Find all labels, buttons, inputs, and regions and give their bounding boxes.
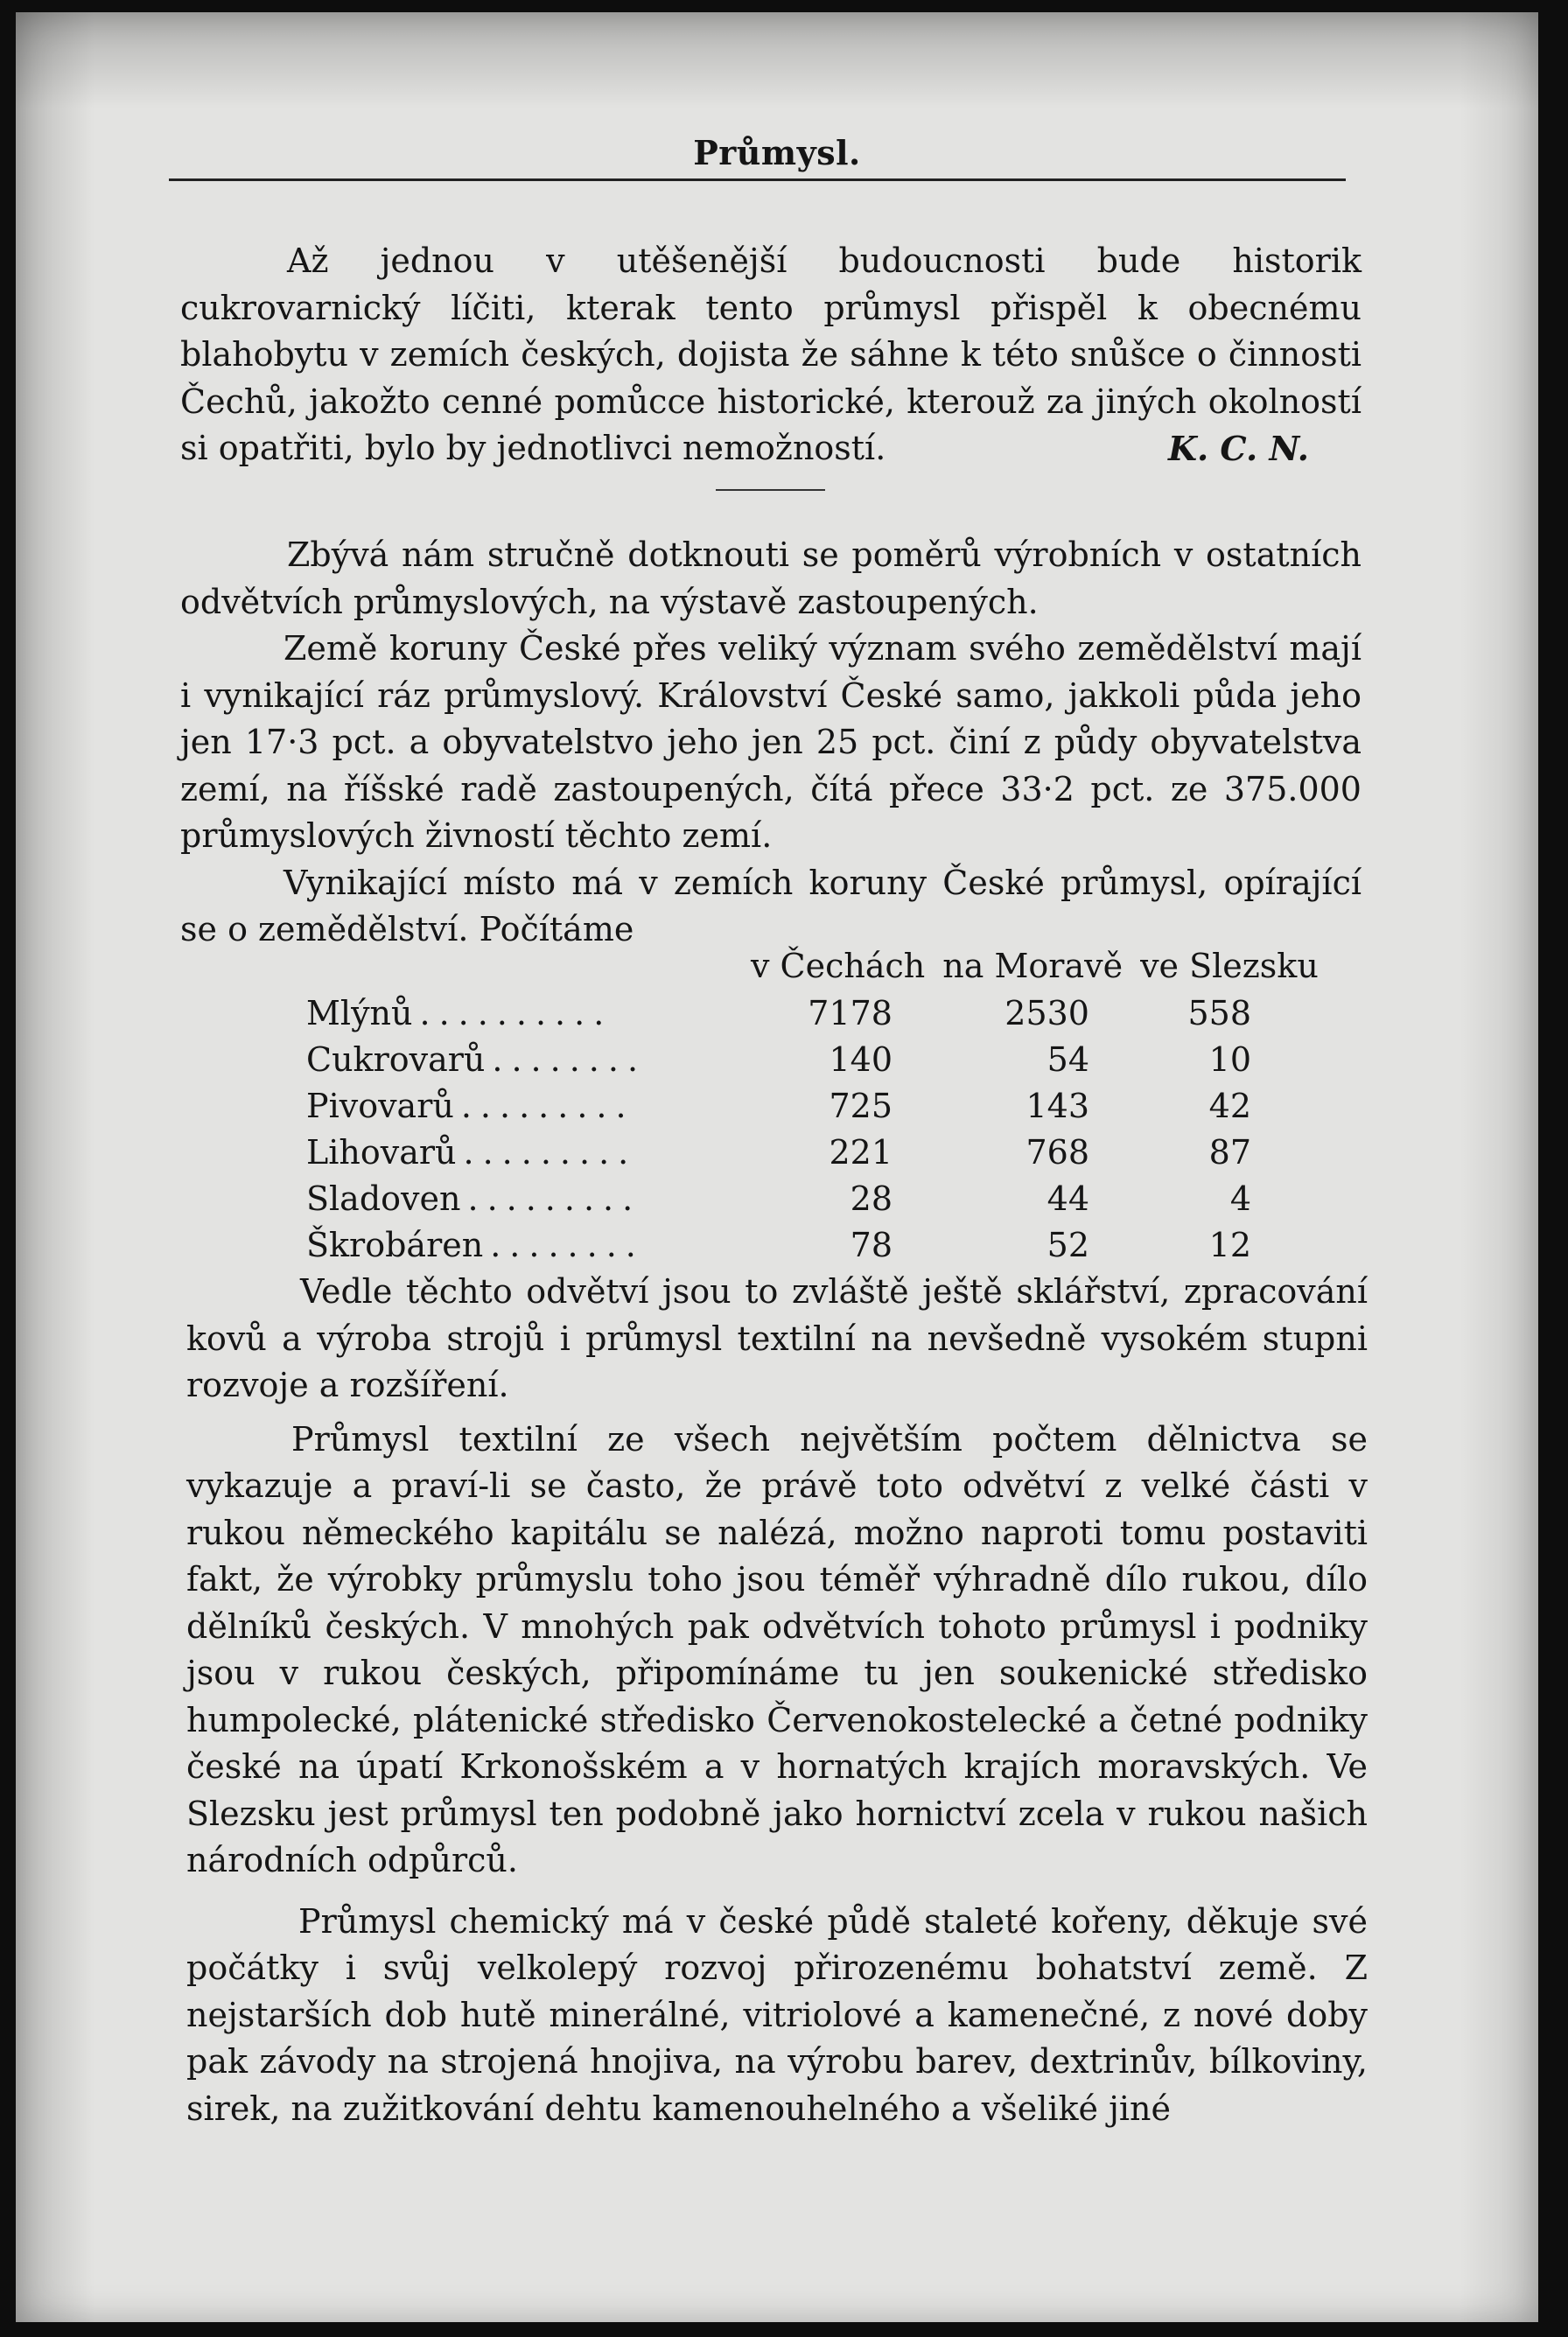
- value-moravia: 54: [1046, 1040, 1089, 1079]
- value-silesia: 42: [1208, 1087, 1251, 1125]
- row-label: Cukrovarů: [306, 1040, 486, 1079]
- table-row: [306, 990, 1269, 1037]
- value-silesia: 558: [1187, 994, 1251, 1032]
- running-head: Průmysl.: [693, 133, 861, 172]
- leader-dots: .........: [467, 1179, 642, 1218]
- paragraph-sugar: [180, 238, 1362, 472]
- value-moravia: 52: [1046, 1226, 1089, 1264]
- row-label: Lihovarů: [306, 1133, 457, 1172]
- paragraph-crown-lands: Země koruny České přes veliký význam svého zemědělství mají i vynikající ráz průmyslový. Království České samo, jakkoli půda jeho jen 17·3 pct. a obyvatelstvo jeho jen 25 pct. činí z půdy obyvatelstva zemí, na říšské radě zastoupených, čítá přece 33·2 pct. ze 375.000 průmyslových živností těchto zemí.: [180, 629, 1362, 855]
- leader-dots: ........: [490, 1226, 645, 1264]
- row-label: Škrobáren: [306, 1226, 484, 1264]
- value-bohemia: 7178: [808, 994, 892, 1032]
- col-moravia: na Moravě: [942, 947, 1124, 985]
- paragraph-sugar-text: Až jednou v utěšenější budoucnosti bude historik cukrovarnický líčiti, kterak tento průmysl přispěl k obecnému blahobytu v zemích českých, dojista že sáhne k této snůšce o činnosti Čechů, jakožto cenné pomůcce historické, kterouž za jiných okolností si opatřiti, bylo by jednotlivci nemožností.: [180, 241, 1362, 467]
- leader-dots: .........: [460, 1087, 635, 1125]
- value-bohemia: 28: [850, 1179, 892, 1218]
- leader-dots: ........: [492, 1040, 648, 1079]
- table-header: [751, 943, 1320, 990]
- section-other-industries: [186, 1269, 1368, 2132]
- value-bohemia: 78: [850, 1226, 892, 1264]
- paragraph-glass-metal: Vedle těchto odvětví jsou to zvláště ještě sklářství, zpracování kovů a výroba strojů i průmysl textilní na nevšedně vysokém stupni rozvoje a rozšíření.: [186, 1272, 1368, 1404]
- section-divider: [716, 489, 825, 491]
- leader-dots: ..........: [419, 994, 613, 1032]
- leader-dots: .........: [463, 1133, 638, 1172]
- value-moravia: 2530: [1004, 994, 1089, 1032]
- value-bohemia: 140: [829, 1040, 892, 1079]
- value-moravia: 143: [1026, 1087, 1089, 1125]
- table-row: [306, 1083, 1269, 1130]
- paragraph-overview: Zbývá nám stručně dotknouti se poměrů výrobních v ostatních odvětvích průmyslových, na výstavě zastoupených.: [180, 535, 1362, 621]
- row-label: Sladoven: [306, 1179, 461, 1218]
- row-label: Pivovarů: [306, 1087, 454, 1125]
- table-row: [306, 1130, 1269, 1176]
- paragraph-chemical: Průmysl chemický má v české půdě staleté kořeny, děkuje své počátky i svůj velkolepý rozvoj přirozenému bohatství země. Z nejstarších dob hutě minerálné, vitriolové a kamenečné, z nové doby pak závody na strojená hnojiva, na výrobu barev, dextrinův, bílkoviny, sirek, na zužitkování dehtu kamenouhelného a všeliké jiné: [186, 1901, 1368, 2128]
- value-moravia: 44: [1046, 1179, 1089, 1218]
- value-silesia: 12: [1208, 1226, 1251, 1264]
- value-moravia: 768: [1026, 1133, 1089, 1172]
- book-page: [16, 12, 1538, 2322]
- value-silesia: 87: [1208, 1133, 1251, 1172]
- paragraph-agri-industry: Vynikající místo má v zemích koruny České průmysl, opírající se o zemědělství. Počítáme: [180, 863, 1362, 948]
- table-row: [306, 1176, 1269, 1222]
- col-bohemia: v Čechách: [751, 947, 926, 985]
- value-silesia: 4: [1229, 1179, 1251, 1218]
- section-sugar: [180, 238, 1362, 472]
- section-industry-intro: [180, 532, 1362, 954]
- header-rule: [169, 178, 1346, 181]
- signature: K. C. N.: [1167, 429, 1309, 468]
- paragraph-textile: Průmysl textilní ze všech největším počtem dělnictva se vykazuje a praví-li se často, že právě toto odvětví z velké části v rukou německého kapitálu se nalézá, možno naproti tomu postaviti fakt, že výrobky průmyslu toho jsou téměř výhradně dílo rukou, dílo dělníků českých. V mnohých pak odvětvích tohoto průmysl i podniky jsou v rukou českých, připomínáme tu jen soukenické středisko humpolecké, plátenické středisko Červenokostelecké a četné podniky české na úpatí Krkonošském a v hornatých krajích moravských. Ve Slezsku jest průmysl ten podobně jako hornictví zcela v rukou našich národních odpůrců.: [186, 1419, 1368, 1879]
- table-row: [306, 1037, 1269, 1083]
- value-bohemia: 221: [829, 1133, 892, 1172]
- value-bohemia: 725: [829, 1087, 892, 1125]
- row-label: Mlýnů: [306, 994, 413, 1032]
- industry-table: [306, 990, 1269, 1269]
- table-row: [306, 1222, 1269, 1269]
- value-silesia: 10: [1208, 1040, 1251, 1079]
- col-silesia: ve Slezsku: [1140, 947, 1319, 985]
